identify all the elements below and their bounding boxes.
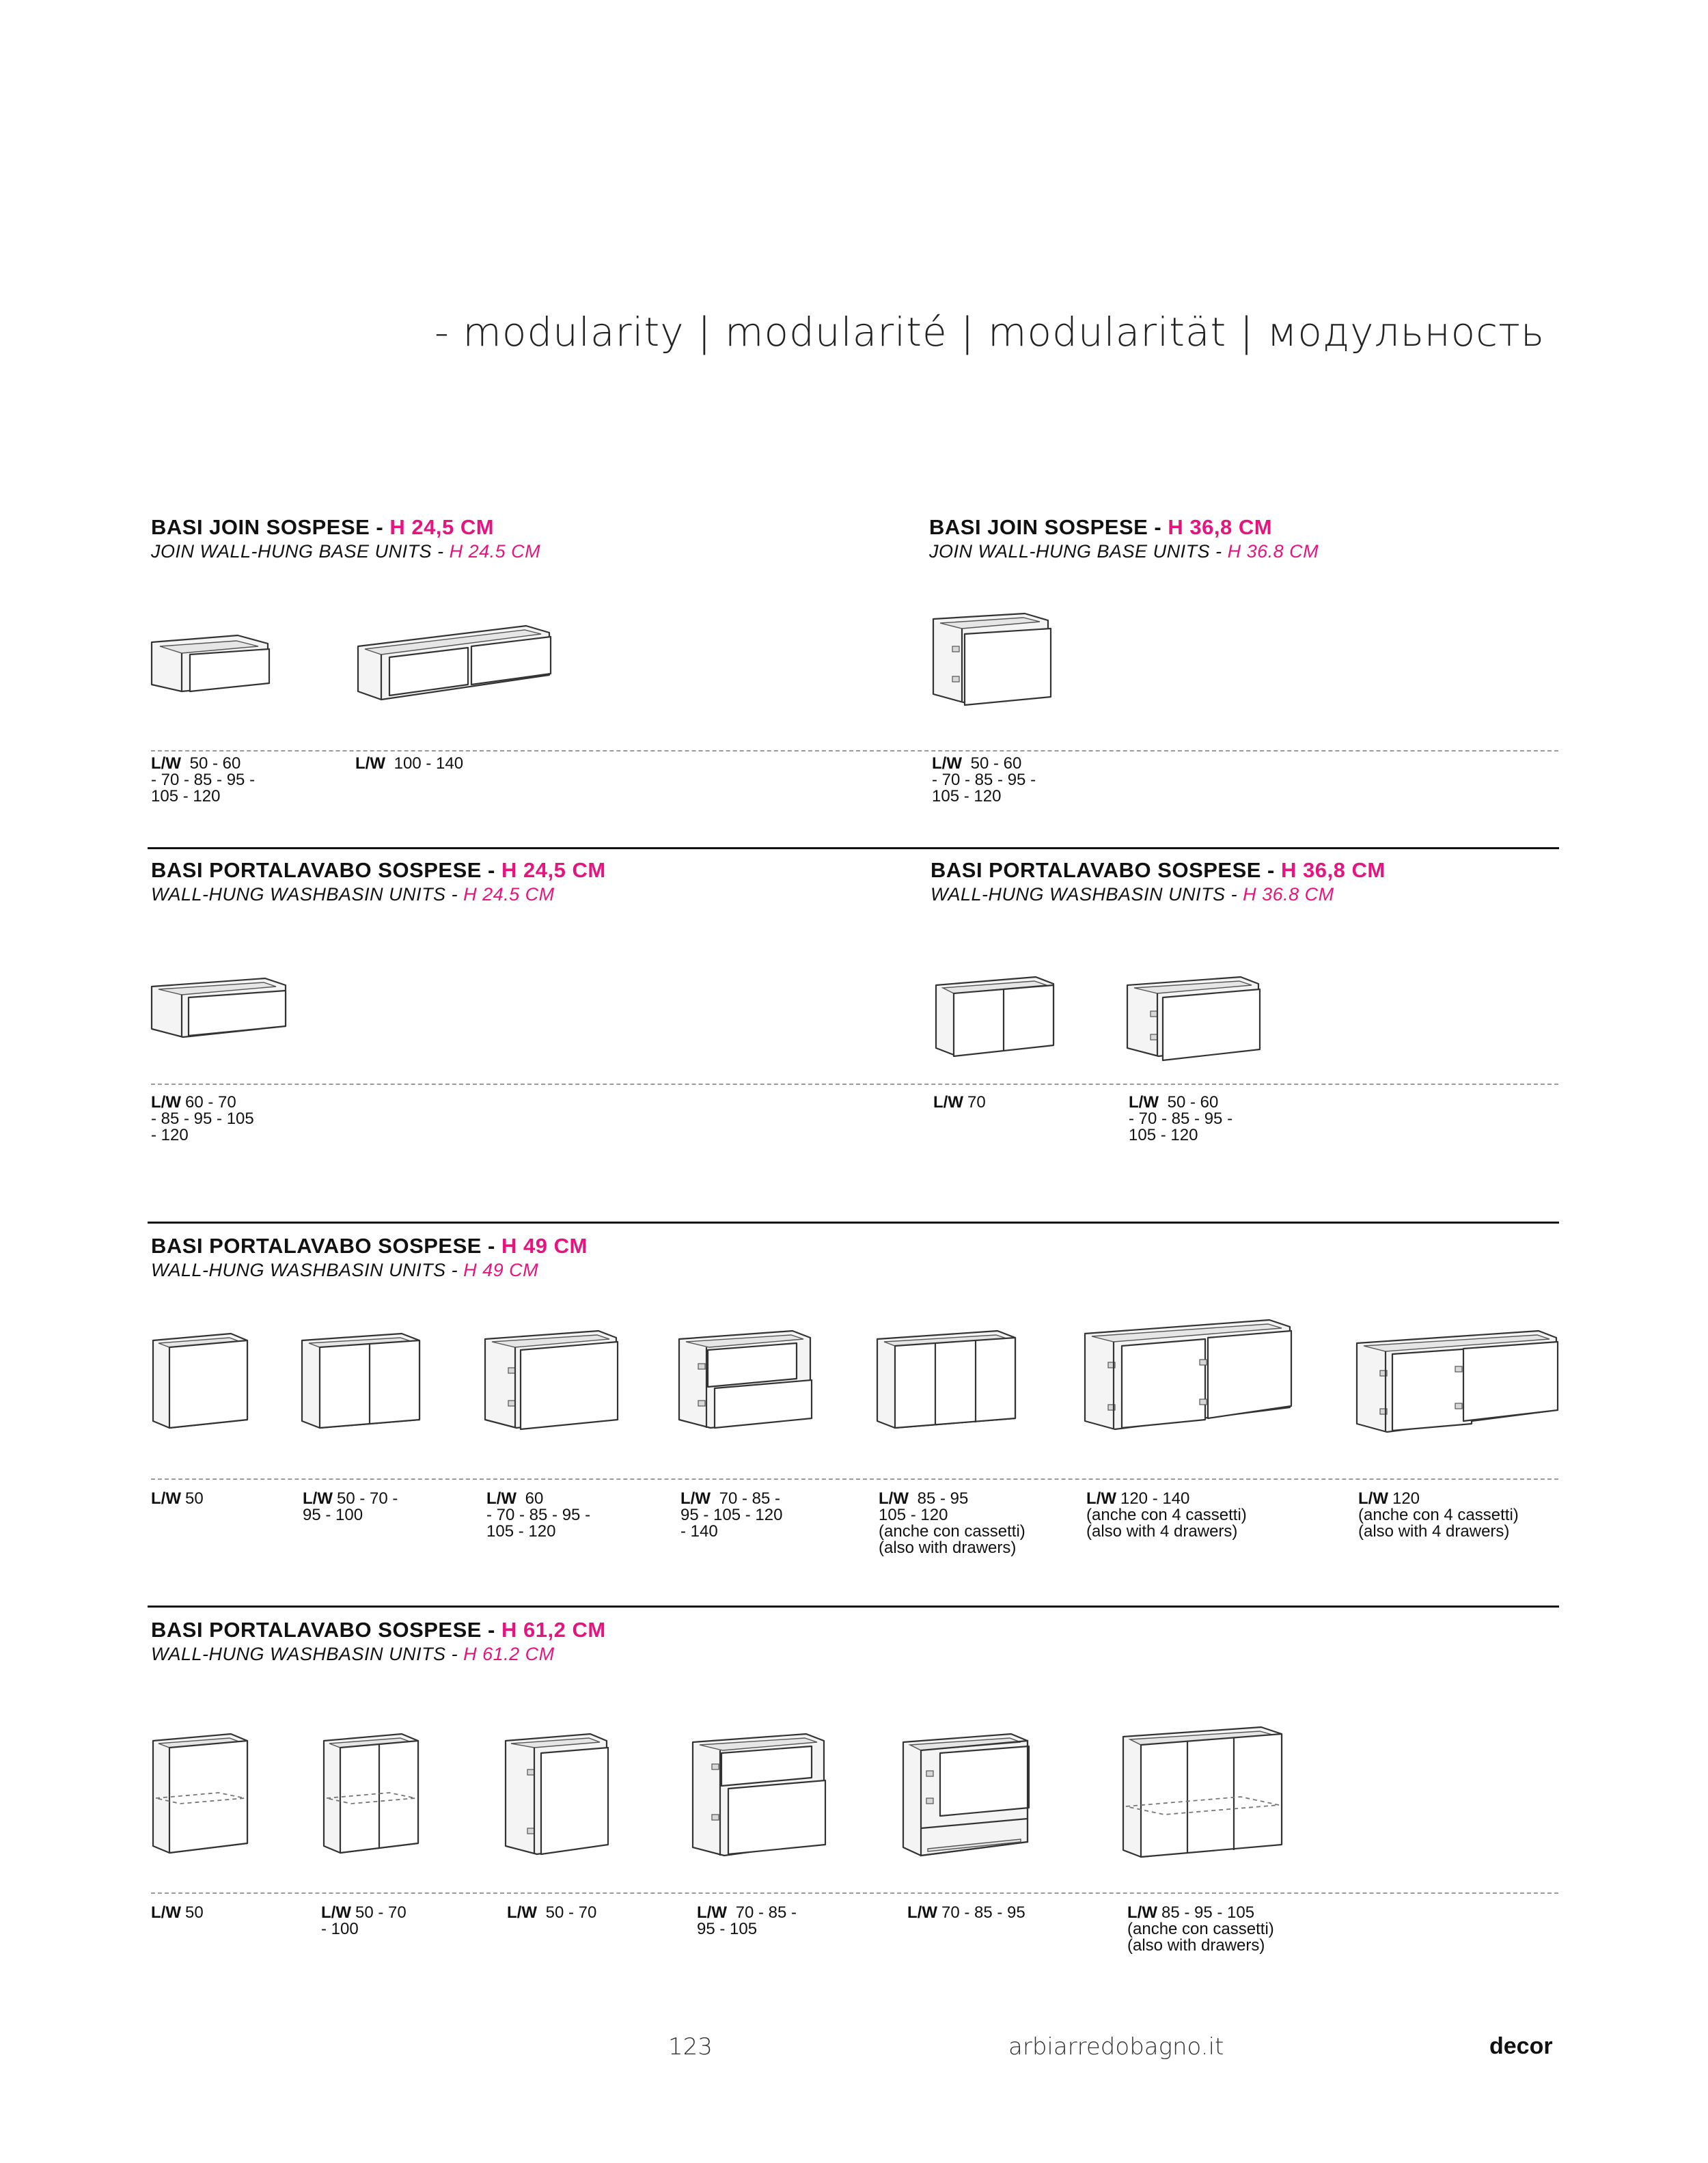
size-label: L/W 70 - 85 - 95 - 105 - 120 - 140 [680, 1489, 783, 1541]
section-title: BASI JOIN SOSPESE - H 36,8 CM [929, 515, 1273, 539]
unit-drawing-61-three-doors [1120, 1726, 1284, 1860]
section-washbasin-61-2 [151, 1618, 606, 1665]
section-title: BASI JOIN SOSPESE - H 24,5 CM [151, 515, 495, 539]
size-label: L/W 50 - 60 - 70 - 85 - 95 - 105 - 120 [151, 754, 256, 805]
unit-drawing-49-single-door [150, 1332, 250, 1431]
size-label: L/W 50 [151, 1903, 204, 1922]
unit-drawing-49-two-doors [299, 1332, 422, 1431]
divider-dashed [151, 1084, 1558, 1085]
size-label: L/W 50 - 60 - 70 - 85 - 95 - 105 - 120 [932, 754, 1036, 805]
divider-solid [148, 1606, 1559, 1608]
section-subtitle: JOIN WALL-HUNG BASE UNITS - H 36.8 CM [929, 541, 1319, 562]
page-number: 123 [668, 2033, 713, 2061]
unit-drawing-join-single-drawer [149, 635, 272, 711]
size-label: L/W 50 [151, 1489, 204, 1508]
size-label: L/W 120 - 140 (anche con 4 cassetti) (also with 4 drawers) [1086, 1489, 1247, 1541]
section-title: BASI PORTALAVABO SOSPESE - H 24,5 CM [151, 858, 606, 882]
unit-drawing-61-single-door [150, 1733, 250, 1856]
section-subtitle: JOIN WALL-HUNG BASE UNITS - H 24.5 CM [151, 541, 541, 562]
size-label: L/W 120 (anche con 4 cassetti) (also with 4 drawers) [1358, 1489, 1519, 1541]
unit-drawing-49-drawer [482, 1330, 619, 1432]
unit-drawing-washbasin-two-doors [933, 976, 1056, 1064]
size-label: L/W 50 - 70 - 95 - 100 [303, 1489, 398, 1524]
unit-drawing-61-two-doors [321, 1733, 421, 1856]
size-label: L/W 85 - 95 - 105 (anche con cassetti) (also with drawers) [1127, 1903, 1274, 1955]
size-label: L/W 70 - 85 - 95 - 105 [697, 1903, 797, 1938]
unit-drawing-washbasin-low [149, 978, 290, 1053]
section-title: BASI PORTALAVABO SOSPESE - H 36,8 CM [931, 858, 1386, 882]
page-title: - modularity | modularité | modularität | модульность [435, 309, 1545, 355]
unit-drawing-61-two-drawers [690, 1733, 827, 1858]
section-subtitle: WALL-HUNG WASHBASIN UNITS - H 36.8 CM [931, 884, 1334, 905]
size-label: L/W 70 - 85 - 95 [907, 1903, 1025, 1922]
section-title: BASI PORTALAVABO SOSPESE - H 61,2 CM [151, 1618, 606, 1642]
divider-dashed [151, 750, 1558, 752]
unit-drawing-washbasin-drawer [1125, 976, 1261, 1064]
section-join-24-5 [151, 515, 540, 562]
size-label: L/W 60 - 70 - 85 - 95 - 105 - 120 [486, 1489, 591, 1541]
divider-solid [148, 847, 1559, 849]
unit-drawing-join-double-drawer [355, 626, 553, 712]
divider-dashed [151, 1478, 1558, 1480]
unit-drawing-49-two-wide-drawers [1082, 1319, 1294, 1435]
size-label: L/W 85 - 95 105 - 120 (anche con cassetti) (also with drawers) [879, 1489, 1025, 1557]
unit-drawing-49-three-doors [874, 1330, 1018, 1432]
section-washbasin-24-5 [151, 858, 606, 905]
website-link[interactable]: arbiarredobagno.it [1008, 2033, 1224, 2061]
section-subtitle: WALL-HUNG WASHBASIN UNITS - H 61.2 CM [151, 1644, 555, 1664]
size-label: L/W 50 - 60 - 70 - 85 - 95 - 105 - 120 [1129, 1093, 1233, 1144]
section-washbasin-49 [151, 1234, 588, 1281]
unit-drawing-61-drawer-open-shelf [900, 1733, 1030, 1858]
unit-drawing-join-tall-drawer [931, 614, 1053, 709]
unit-drawing-49-two-drawers-120 [1354, 1330, 1559, 1439]
section-subtitle: WALL-HUNG WASHBASIN UNITS - H 49 CM [151, 1260, 539, 1280]
unit-drawing-61-door-open [503, 1733, 612, 1856]
size-label: L/W 50 - 70 - 100 [321, 1903, 407, 1938]
size-label: L/W 50 - 70 [507, 1903, 597, 1922]
collection-name: decor [1489, 2033, 1553, 2059]
section-washbasin-36-8 [931, 858, 1386, 905]
unit-drawing-49-two-drawers [676, 1330, 813, 1432]
divider-dashed [151, 1892, 1558, 1894]
section-join-36-8 [929, 515, 1319, 562]
section-subtitle: WALL-HUNG WASHBASIN UNITS - H 24.5 CM [151, 884, 555, 905]
section-title: BASI PORTALAVABO SOSPESE - H 49 CM [151, 1234, 588, 1258]
size-label: L/W 100 - 140 [355, 754, 464, 773]
size-label: L/W 60 - 70 - 85 - 95 - 105 - 120 [151, 1093, 254, 1144]
size-label: L/W 70 [933, 1093, 986, 1112]
divider-solid [148, 1222, 1559, 1224]
